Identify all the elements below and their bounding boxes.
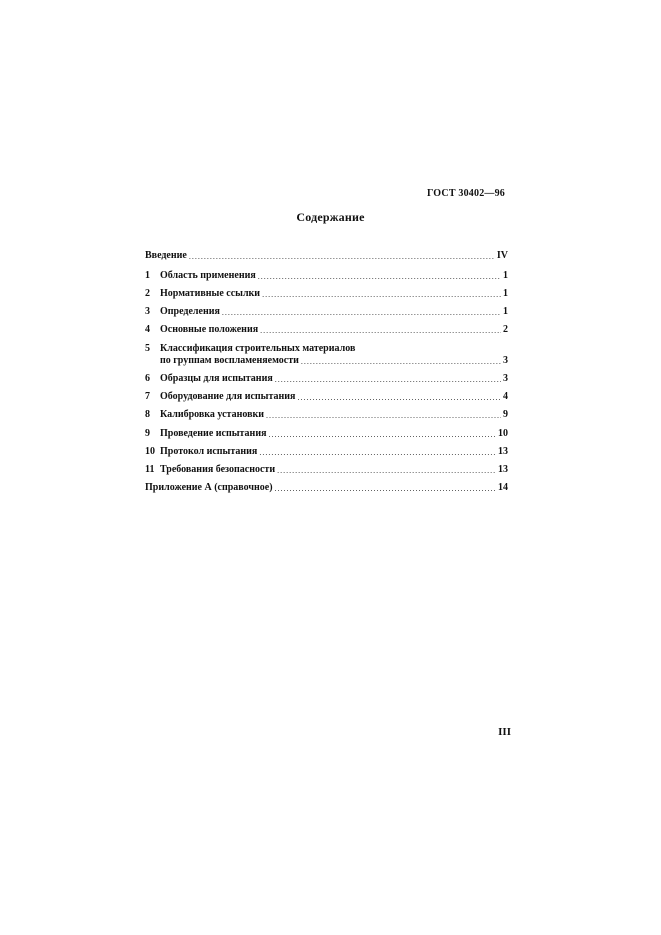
- toc-entry-page: 9: [503, 409, 508, 420]
- toc-leader-dots: [301, 357, 501, 367]
- toc-entry-number: 1: [145, 270, 150, 281]
- toc-entry-page: 14: [498, 482, 508, 493]
- toc-entry-number: 4: [145, 324, 150, 335]
- toc-leader-dots: [222, 308, 501, 318]
- toc-leader-dots: [258, 272, 501, 282]
- toc-entry-number: 3: [145, 306, 150, 317]
- toc-entry-page: 3: [503, 373, 508, 384]
- toc-leader-dots: [266, 411, 501, 421]
- toc-entry-page: 10: [498, 428, 508, 439]
- toc-entry-label-line1: Классификация строительных материалов: [160, 343, 356, 354]
- table-of-contents: [145, 250, 508, 500]
- toc-leader-dots: [275, 375, 501, 385]
- toc-leader-dots: [297, 393, 501, 403]
- toc-entry-label: Приложение А (справочное): [145, 482, 273, 493]
- toc-entry-number: 10: [145, 446, 155, 457]
- document-code: ГОСТ 30402—96: [426, 188, 505, 199]
- toc-entry-page: 13: [498, 464, 508, 475]
- toc-entry-number: 11: [145, 464, 155, 475]
- toc-entry-page: 13: [498, 446, 508, 457]
- toc-entry-label: Введение: [145, 250, 187, 261]
- toc-entry-11[interactable]: [145, 464, 508, 482]
- toc-entry-label: Определения: [160, 306, 220, 317]
- toc-entry-number: 5: [145, 343, 150, 354]
- toc-entry-label: Калибровка установки: [160, 409, 265, 420]
- toc-entry-1[interactable]: [145, 270, 508, 288]
- toc-entry-introduction[interactable]: [145, 250, 508, 270]
- toc-entry-7[interactable]: [145, 391, 508, 409]
- toc-entry-label: Область применения: [160, 270, 256, 281]
- toc-entry-label: Оборудование для испытания: [160, 391, 296, 402]
- toc-entry-label: по группам воспламеняемости: [160, 355, 299, 366]
- toc-entry-label: Основные положения: [160, 324, 259, 335]
- page-number: III: [498, 726, 511, 738]
- toc-entry-10[interactable]: [145, 446, 508, 464]
- toc-leader-dots: [189, 252, 495, 262]
- toc-leader-dots: [260, 326, 501, 336]
- toc-entry-appendix-a[interactable]: [145, 482, 508, 500]
- toc-entry-2[interactable]: [145, 288, 508, 306]
- toc-entry-page: 1: [503, 288, 508, 299]
- toc-leader-dots: [262, 290, 501, 300]
- toc-entry-6[interactable]: [145, 373, 508, 391]
- toc-entry-number: 7: [145, 391, 150, 402]
- toc-entry-label: Образцы для испытания: [160, 373, 273, 384]
- toc-entry-number: 2: [145, 288, 150, 299]
- toc-entry-label: Нормативные ссылки: [160, 288, 261, 299]
- toc-leader-dots: [269, 430, 497, 440]
- toc-entry-label: Проведение испытания: [160, 428, 267, 439]
- toc-title: Содержание: [296, 210, 365, 224]
- toc-entry-page: 1: [503, 306, 508, 317]
- toc-entry-page: 2: [503, 324, 508, 335]
- toc-entry-8[interactable]: [145, 409, 508, 428]
- toc-entry-page: IV: [496, 250, 508, 261]
- toc-entry-number: 9: [145, 428, 150, 439]
- toc-entry-9[interactable]: [145, 428, 508, 446]
- toc-entry-3[interactable]: [145, 306, 508, 324]
- toc-entry-5[interactable]: [145, 343, 508, 373]
- toc-entry-page: 3: [503, 355, 508, 366]
- toc-entry-number: 8: [145, 409, 150, 420]
- toc-entry-4[interactable]: [145, 324, 508, 343]
- toc-entry-page: 1: [503, 270, 508, 281]
- toc-leader-dots: [277, 466, 496, 476]
- toc-entry-label: Требования безопасности: [160, 464, 276, 475]
- toc-entry-page: 4: [503, 391, 508, 402]
- toc-leader-dots: [275, 484, 496, 494]
- toc-leader-dots: [259, 448, 496, 458]
- toc-entry-number: 6: [145, 373, 150, 384]
- toc-entry-label: Протокол испытания: [160, 446, 258, 457]
